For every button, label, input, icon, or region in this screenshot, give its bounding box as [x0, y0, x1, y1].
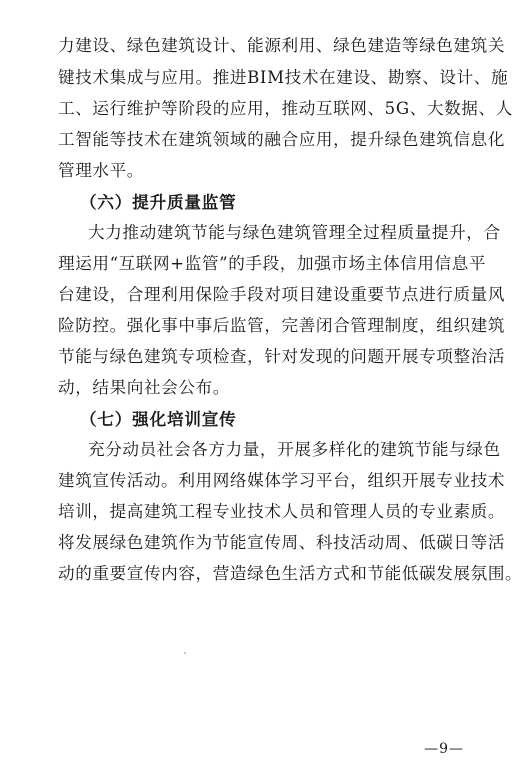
- paragraph-line: 力建设、绿色建筑设计、能源利用、绿色建造等绿色建筑关: [58, 36, 506, 55]
- paragraph-line: 充分动员社会各方力量，开展多样化的建筑节能与绿色: [88, 440, 501, 459]
- paragraph-line: 台建设，合理利用保险手段对项目建设重要节点进行质量风: [58, 285, 506, 304]
- paragraph-line: 键技术集成与应用。推进BIM技术在建设、勘察、设计、施: [58, 68, 509, 87]
- paragraph-line: 动的重要宣传内容，营造绿色生活方式和节能低碳发展氛围。: [58, 564, 523, 583]
- paragraph-line: 管理水平。: [58, 161, 144, 180]
- section-heading-6: （六）提升质量监管: [80, 192, 237, 212]
- paragraph-line: 工、运行维护等阶段的应用，推动互联网、5G、大数据、人: [58, 99, 513, 118]
- paragraph-line: 动，结果向社会公布。: [58, 378, 230, 397]
- paragraph-line: 险防控。强化事中事后监管，完善闭合管理制度，组织建筑: [58, 316, 506, 335]
- page-number: —9—: [424, 741, 464, 757]
- paragraph-line: 建筑宣传活动。利用网络媒体学习平台，组织开展专业技术: [58, 471, 506, 490]
- section-heading-7: （七）强化培训宣传: [80, 409, 237, 429]
- paragraph-line: 节能与绿色建筑专项检查，针对发现的问题开展专项整治活: [58, 347, 506, 366]
- paragraph-line: 理运用“互联网+监管”的手段，加强市场主体信用信息平: [58, 254, 487, 273]
- paragraph-line: 工智能等技术在建筑领域的融合应用，提升绿色建筑信息化: [58, 130, 506, 149]
- paragraph-line: 将发展绿色建筑作为节能宣传周、科技活动周、低碳日等活: [58, 533, 506, 552]
- paragraph-line: 大力推动建筑节能与绿色建筑管理全过程质量提升，合: [88, 223, 501, 242]
- paragraph-line: 培训，提高建筑工程专业技术人员和管理人员的专业素质。: [58, 502, 506, 521]
- scan-speck: [184, 652, 186, 654]
